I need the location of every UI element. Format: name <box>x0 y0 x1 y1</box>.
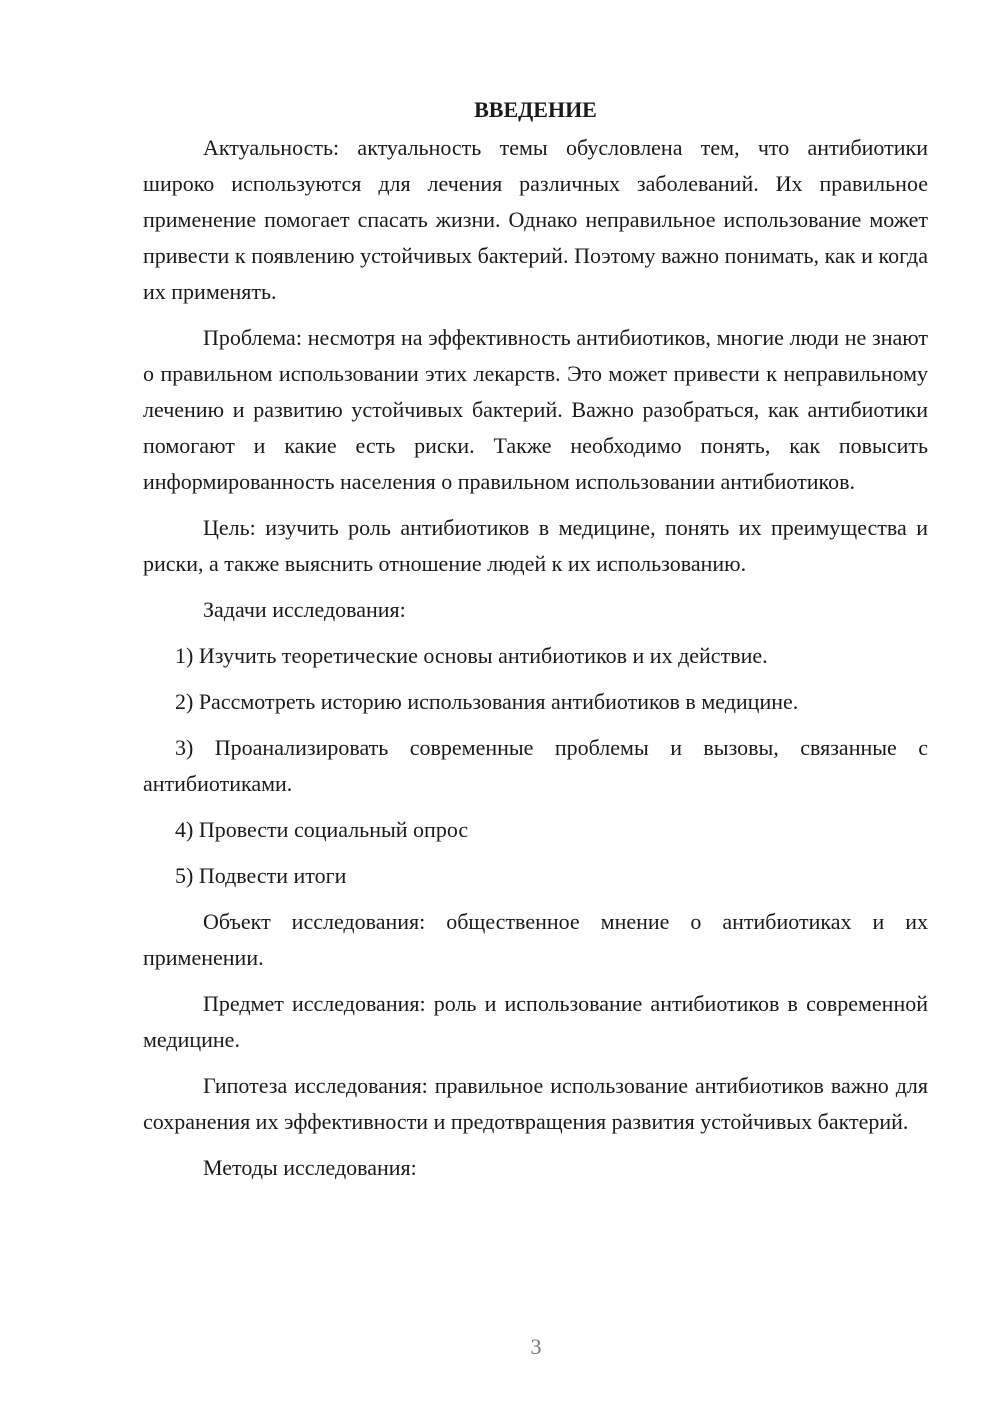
page-number: 3 <box>530 1334 542 1359</box>
paragraph-goal: Цель: изучить роль антибиотиков в медицине, понять их преимущества и риски, а также выяснить отношение людей к их использованию. <box>143 515 928 576</box>
task-item-2: 2) Рассмотреть историю использования антибиотиков в медицине. <box>175 689 799 714</box>
section-heading: ВВЕДЕНИЕ <box>474 97 597 122</box>
paragraph-object: Объект исследования: общественное мнение о антибиотиках и их применении. <box>143 909 928 970</box>
paragraph-hypothesis: Гипотеза исследования: правильное использование антибиотиков важно для сохранения их эффективности и предотвращения развития устойчивых бактерий. <box>143 1073 928 1134</box>
paragraph-methods: Методы исследования: <box>203 1155 417 1180</box>
task-item-5: 5) Подвести итоги <box>175 863 347 888</box>
paragraph-subject: Предмет исследования: роль и использование антибиотиков в современной медицине. <box>143 991 928 1052</box>
task-item-3: 3) Проанализировать современные проблемы и вызовы, связанные с антибиотиками. <box>143 735 928 796</box>
task-item-1: 1) Изучить теоретические основы антибиотиков и их действие. <box>175 643 768 668</box>
page-content <box>143 92 928 1196</box>
paragraph-tasks-intro: Задачи исследования: <box>203 597 406 622</box>
task-item-4: 4) Провести социальный опрос <box>175 817 469 842</box>
paragraph-problem: Проблема: несмотря на эффективность антибиотиков, многие люди не знают о правильном использовании этих лекарств. Это может привести к неправильному лечению и развитию устойчивых бактерий. Важно разобраться, как антибиотики помогают и какие есть риски. Также необходимо понять, как повысить информированность населения о правильном использовании антибиотиков. <box>143 325 928 494</box>
paragraph-relevance: Актуальность: актуальность темы обусловлена тем, что антибиотики широко используются для лечения различных заболеваний. Их правильное применение помогает спасать жизни. Однако неправильное использование может привести к появлению устойчивых бактерий. Поэтому важно понимать, как и когда их применять. <box>143 135 928 304</box>
